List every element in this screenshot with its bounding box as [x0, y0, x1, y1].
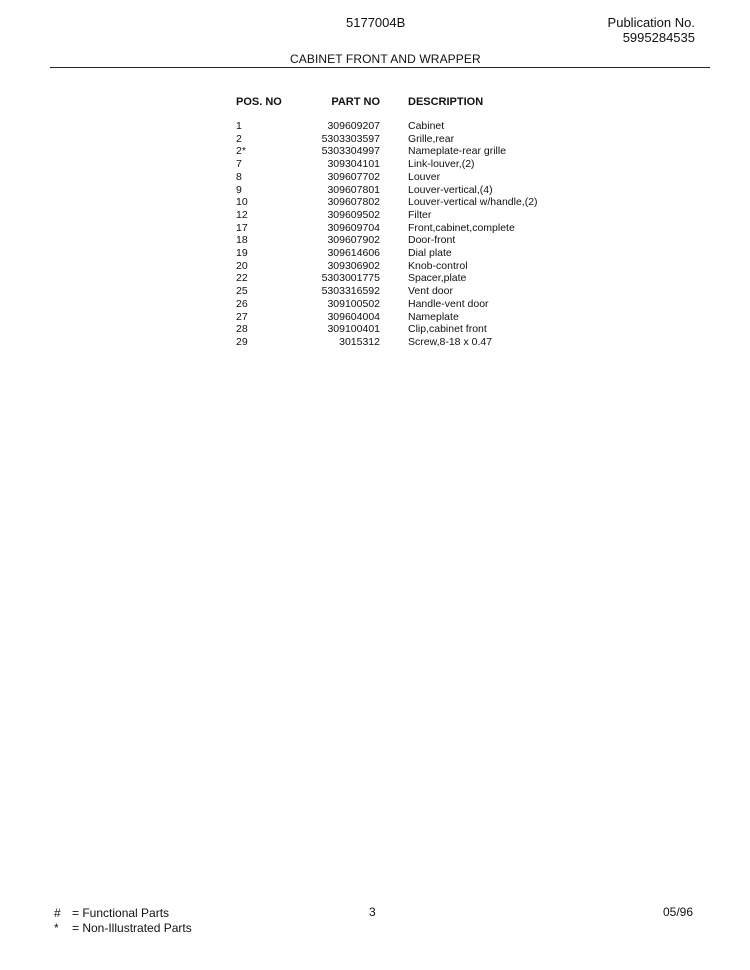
pos-no-cell: 19: [236, 247, 248, 260]
table-header-row: [232, 96, 538, 120]
description-cell: Link-louver,(2): [408, 158, 475, 171]
pos-no-cell: 22: [236, 272, 248, 285]
description-cell: Clip,cabinet front: [408, 323, 487, 336]
table-row: [232, 158, 538, 171]
table-row: [232, 234, 538, 247]
part-no-cell: 309614606: [327, 247, 380, 260]
part-no-cell: 309100401: [327, 323, 380, 336]
header-divider: [50, 67, 710, 68]
pos-no-cell: 27: [236, 310, 248, 323]
legend-item-functional: [54, 906, 192, 921]
part-no-cell: 309607802: [327, 196, 380, 209]
pos-no-cell: 7: [236, 158, 242, 171]
publication-number: 5995284535: [622, 30, 695, 45]
part-no-cell: 309607902: [327, 234, 380, 247]
column-header-description: DESCRIPTION: [408, 96, 484, 108]
parts-table: [232, 96, 538, 349]
description-cell: Handle-vent door: [408, 297, 489, 310]
description-cell: Louver-vertical,(4): [408, 183, 493, 196]
column-header-pos-no: POS. NO: [236, 96, 282, 108]
description-cell: Spacer,plate: [408, 272, 467, 285]
part-no-cell: 309604004: [327, 310, 380, 323]
page-number: 3: [369, 905, 376, 919]
model-number: 5177004B: [346, 15, 406, 30]
table-row: [232, 260, 538, 273]
column-header-part-no: PART NO: [331, 96, 380, 108]
table-row: [232, 311, 538, 324]
legend-text: = Non-Illustrated Parts: [72, 921, 192, 935]
table-row: [232, 120, 538, 133]
pos-no-cell: 8: [236, 170, 242, 183]
part-no-cell: 309607801: [327, 183, 380, 196]
part-no-cell: 309609207: [327, 120, 380, 132]
publication-label: Publication No.: [607, 15, 695, 30]
part-no-cell: 309304101: [327, 158, 380, 171]
table-row: [232, 222, 538, 235]
description-cell: Door-front: [408, 234, 456, 247]
description-cell: Filter: [408, 208, 432, 221]
table-row: [232, 336, 538, 349]
table-row: [232, 196, 538, 209]
description-cell: Louver: [408, 170, 441, 183]
part-no-cell: 5303316592: [321, 285, 380, 298]
pos-no-cell: 26: [236, 297, 248, 310]
publication-date: 05/96: [662, 905, 693, 919]
legend-symbol: #: [54, 906, 61, 920]
description-cell: Vent door: [408, 285, 453, 298]
section-title: CABINET FRONT AND WRAPPER: [290, 52, 481, 66]
part-no-cell: 309306902: [327, 259, 380, 272]
description-cell: Knob-control: [408, 259, 468, 272]
table-row: [232, 171, 538, 184]
pos-no-cell: 12: [236, 208, 248, 221]
description-cell: Louver-vertical w/handle,(2): [408, 196, 538, 209]
pos-no-cell: 2*: [236, 145, 246, 158]
table-row: [232, 184, 538, 197]
pos-no-cell: 17: [236, 221, 248, 234]
part-no-cell: 5303304997: [321, 145, 380, 158]
pos-no-cell: 1: [236, 120, 242, 132]
pos-no-cell: 2: [236, 132, 242, 145]
part-no-cell: 309607702: [327, 170, 380, 183]
part-no-cell: 309609502: [327, 208, 380, 221]
part-no-cell: 309609704: [327, 221, 380, 234]
pos-no-cell: 20: [236, 259, 248, 272]
legend-symbol: *: [54, 921, 59, 935]
part-no-cell: 5303001775: [321, 272, 380, 285]
part-no-cell: 3015312: [339, 335, 380, 348]
pos-no-cell: 10: [236, 196, 248, 209]
part-no-cell: 5303303597: [321, 132, 380, 145]
table-row: [232, 247, 538, 260]
table-row: [232, 209, 538, 222]
pos-no-cell: 28: [236, 323, 248, 336]
pos-no-cell: 18: [236, 234, 248, 247]
description-cell: Grille,rear: [408, 132, 455, 145]
legend-item-non-illustrated: [54, 921, 192, 936]
table-row: [232, 145, 538, 158]
table-row: [232, 133, 538, 146]
description-cell: Cabinet: [408, 120, 445, 132]
table-row: [232, 272, 538, 285]
legend-text: = Functional Parts: [72, 906, 170, 920]
table-row: [232, 285, 538, 298]
table-row: [232, 298, 538, 311]
part-no-cell: 309100502: [327, 297, 380, 310]
pos-no-cell: 29: [236, 335, 248, 348]
description-cell: Screw,8-18 x 0.47: [408, 335, 493, 348]
description-cell: Dial plate: [408, 247, 452, 260]
publication-block: [608, 15, 695, 45]
description-cell: Nameplate-rear grille: [408, 145, 507, 158]
description-cell: Nameplate: [408, 310, 459, 323]
legend: [54, 906, 192, 936]
pos-no-cell: 9: [236, 183, 242, 196]
parts-table-body: [232, 120, 538, 349]
pos-no-cell: 25: [236, 285, 248, 298]
table-row: [232, 323, 538, 336]
description-cell: Front,cabinet,complete: [408, 221, 515, 234]
